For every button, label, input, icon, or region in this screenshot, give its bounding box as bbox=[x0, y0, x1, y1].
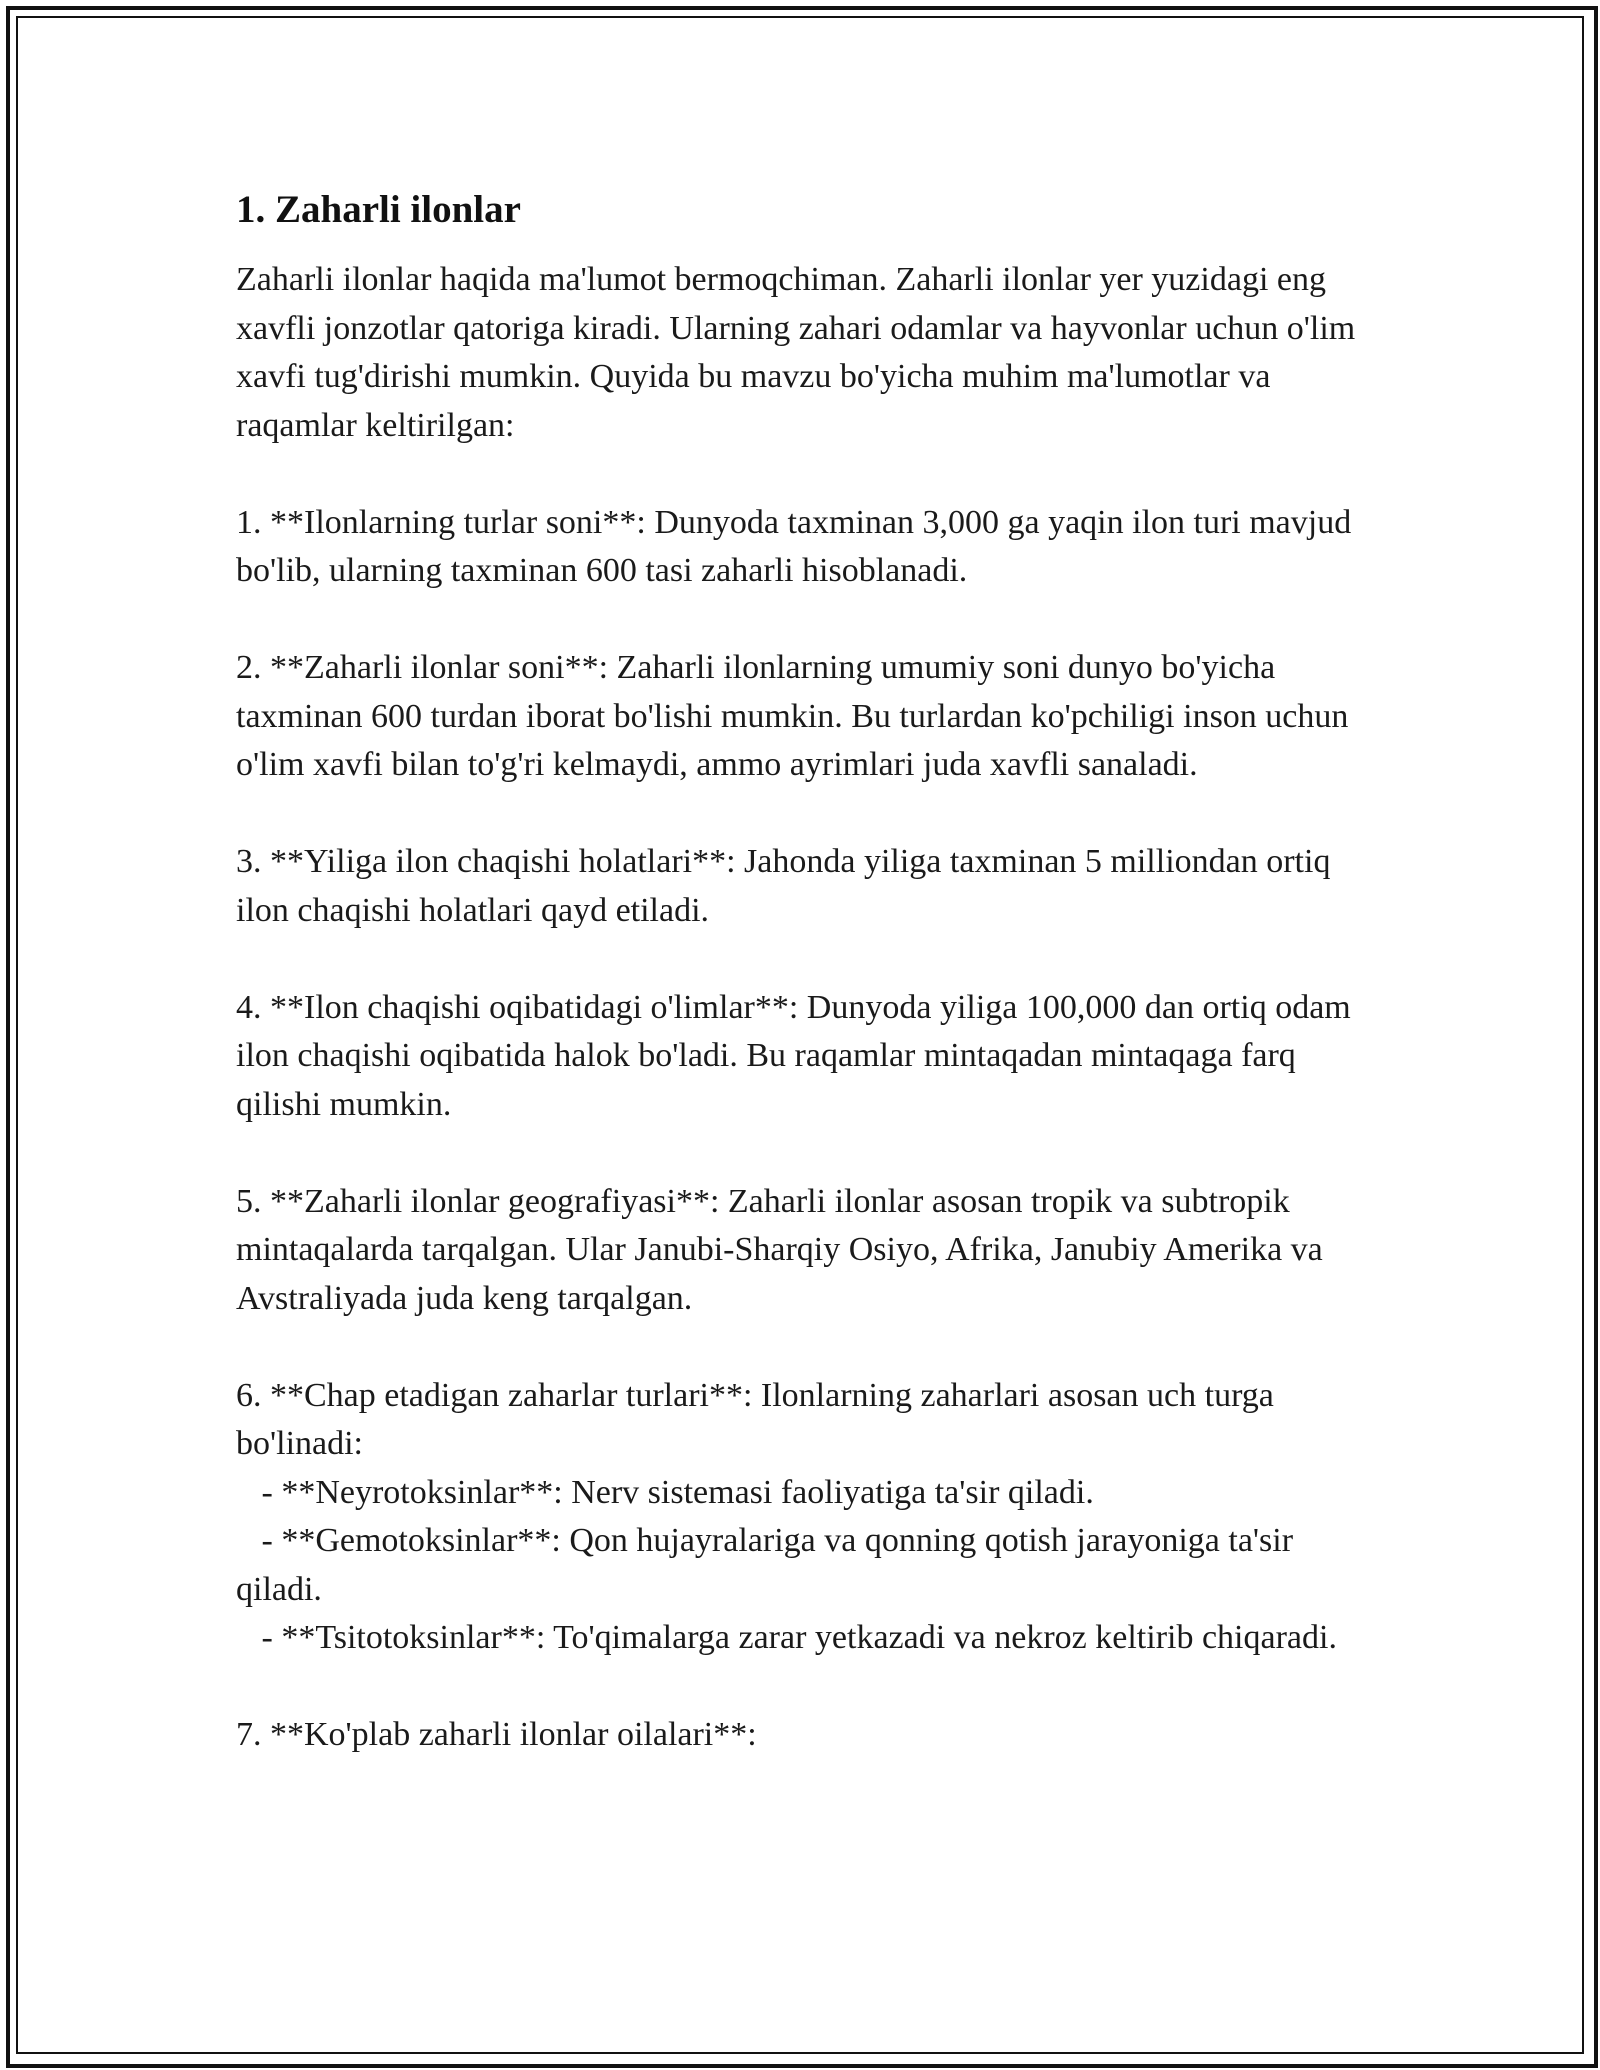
list-item-families: 7. **Ko'plab zaharli ilonlar oilalari**: bbox=[236, 1716, 757, 1753]
sub-item-neurotoxins: - **Neyrotoksinlar**: Nerv sistemasi faoliyatiga ta'sir qiladi. bbox=[236, 1473, 1094, 1511]
section-heading: 1. Zaharli ilonlar bbox=[236, 188, 521, 231]
list-item-venomous-count: 2. **Zaharli ilonlar soni**: Zaharli ilonlarning umumiy soni dunyo bo'yicha taxminan 600 turdan iborat bo'lishi mumkin. Bu turlardan ko'pchiligi inson uchun o'lim xavfi bilan to'g'ri kelmaydi, ammo ayrimlari juda xavfli sanaladi. bbox=[236, 649, 1357, 783]
venom-types-lead: 6. **Chap etadigan zaharlar turlari**: Ilonlarning zaharlari asosan uch turga bo'linadi: bbox=[236, 1376, 1283, 1462]
list-item-venom-types bbox=[236, 1372, 1366, 1663]
list-item-species-count: 1. **Ilonlarning turlar soni**: Dunyoda taxminan 3,000 ga yaqin ilon turi mavjud bo'lib, ularning taxminan 600 tasi zaharli hisoblanadi. bbox=[236, 503, 1360, 589]
document-body bbox=[236, 186, 1366, 1760]
sub-item-cytotoxins: - **Tsitotoksinlar**: To'qimalarga zarar yetkazadi va nekroz keltirib chiqaradi. bbox=[236, 1619, 1337, 1656]
list-item-deaths: 4. **Ilon chaqishi oqibatidagi o'limlar**: Dunyoda yiliga 100,000 dan ortiq odam ilon chaqishi oqibatida halok bo'ladi. Bu raqamlar mintaqadan mintaqaga farq qilishi mumkin. bbox=[236, 988, 1360, 1123]
list-item-yearly-bites: 3. **Yiliga ilon chaqishi holatlari**: Jahonda yiliga taxminan 5 milliondan ortiq ilon chaqishi holatlari qayd etiladi. bbox=[236, 843, 1339, 929]
sub-item-hemotoxins: - **Gemotoksinlar**: Qon hujayralariga va qonning qotish jarayoniga ta'sir qiladi. bbox=[236, 1522, 1302, 1608]
intro-paragraph: Zaharli ilonlar haqida ma'lumot bermoqchiman. Zaharli ilonlar yer yuzidagi eng xavfli jonzotlar qatoriga kiradi. Ularning zahari odamlar va hayvonlar uchun o'lim xavfi tug'dirishi mumkin. Quyida bu mavzu bo'yicha muhim ma'lumotlar va raqamlar keltirilgan: bbox=[236, 261, 1364, 444]
list-item-geography: 5. **Zaharli ilonlar geografiyasi**: Zaharli ilonlar asosan tropik va subtropik mintaqalarda tarqalgan. Ular Janubi-Sharqiy Osiyo, Afrika, Janubiy Amerika va Avstraliyada juda keng tarqalgan. bbox=[236, 1182, 1330, 1317]
